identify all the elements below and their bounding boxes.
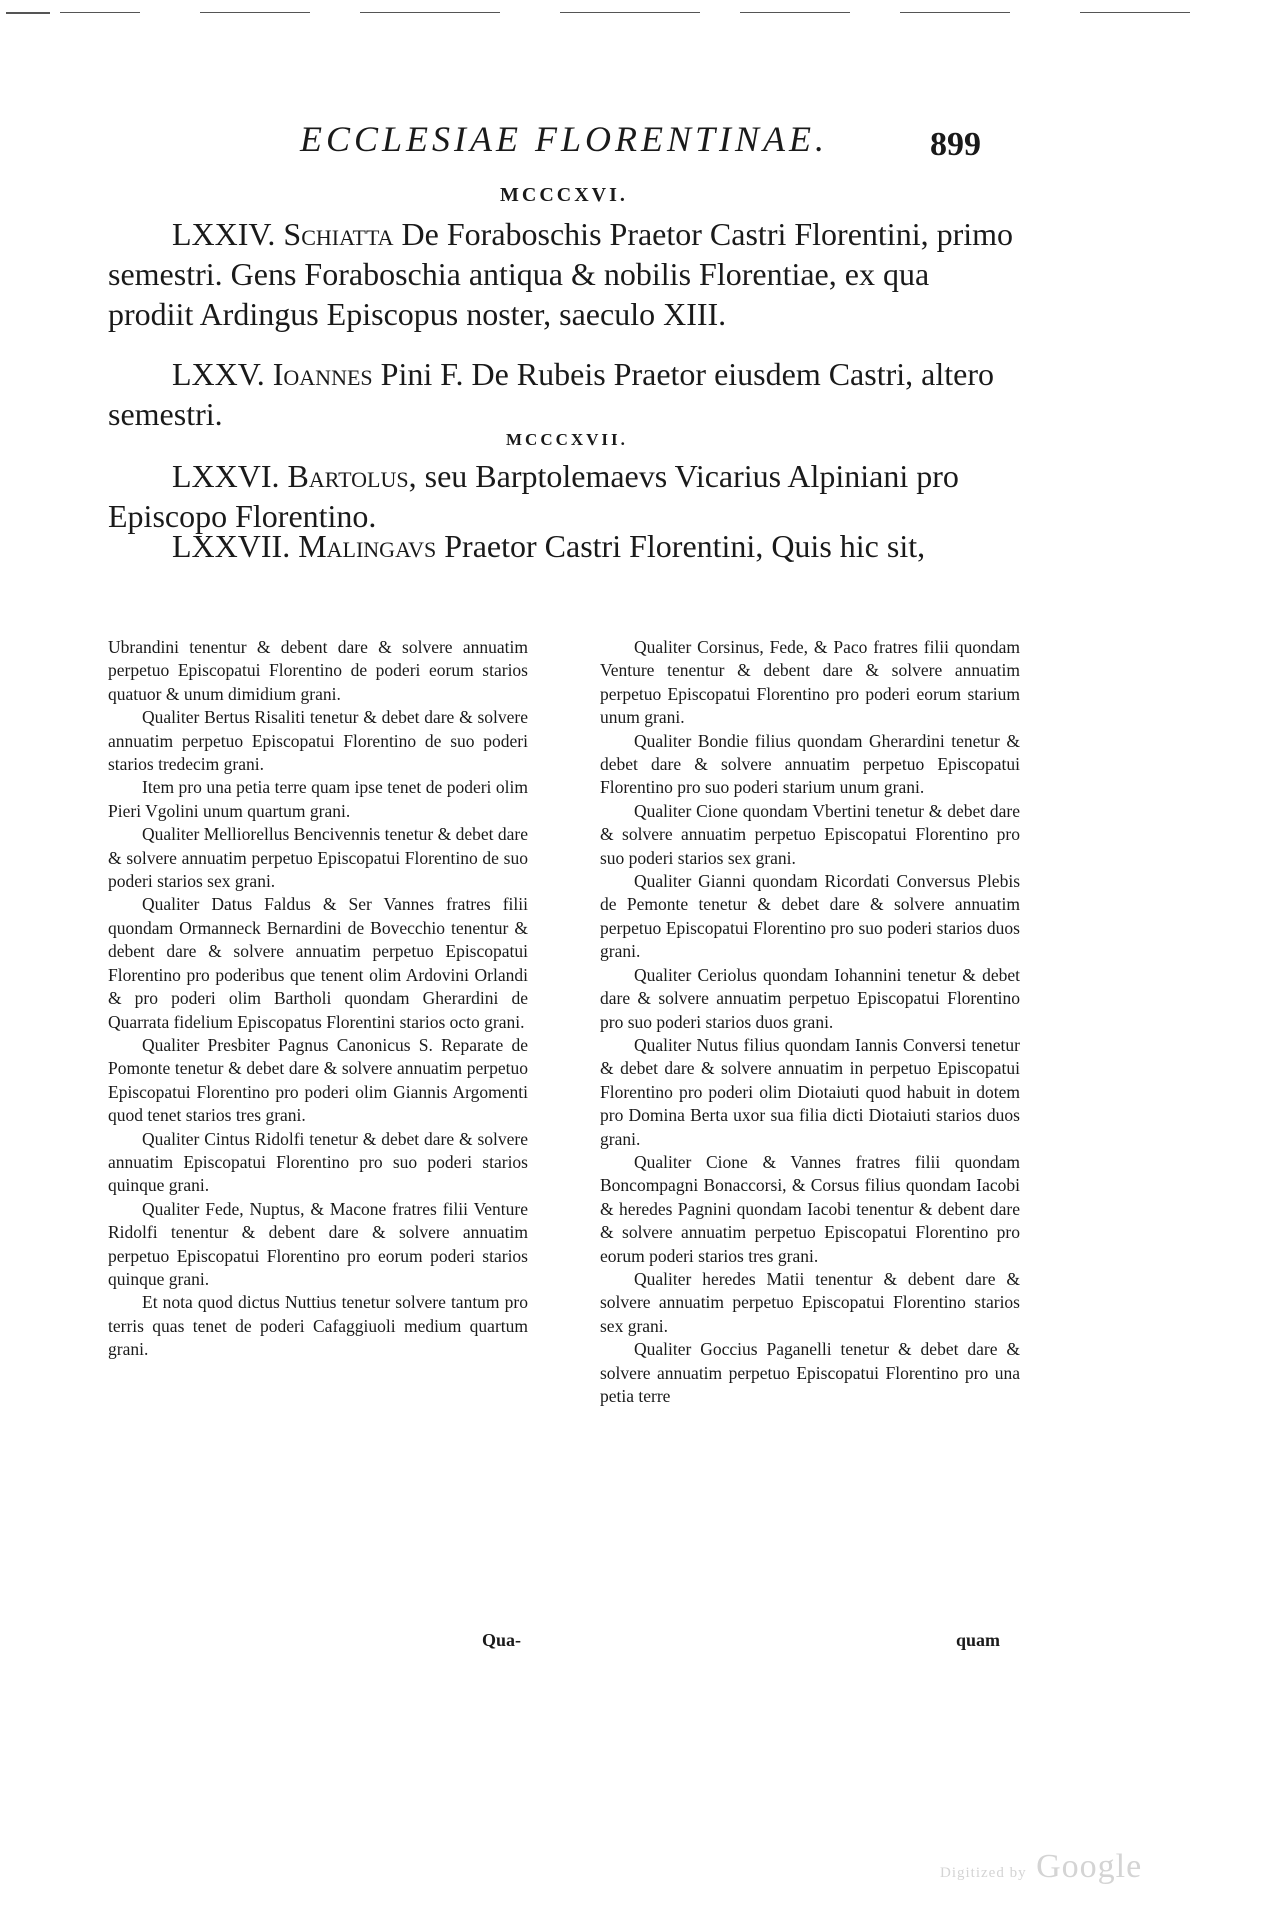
paragraph: Qualiter Datus Faldus & Ser Vannes fratres filii quondam Ormanneck Bernardini de Bovecchio tenentur & debent dare & solvere annuatim perpetuo Episcopatui Florentino pro poderibus que tenent olim Ardovini Orlandi & pro poderi olim Bartholi quondam Gherardini de Quarrata fidelium Episcopatus Florentini starios octo grani. — [108, 894, 528, 1032]
running-header-title: ECCLESIAE FLORENTINAE. — [300, 119, 828, 159]
watermark-brand: Google — [1036, 1848, 1143, 1885]
paragraph: Item pro una petia terre quam ipse tenet de poderi olim Pieri Vgolini unum quartum grani. — [108, 777, 528, 821]
paragraph: Qualiter Ceriolus quondam Iohannini tenetur & debet dare & solvere annuatim perpetuo Episcopatui Florentino pro suo poderi starios duos grani. — [600, 964, 1020, 1032]
left-column — [108, 636, 528, 1362]
top-rule — [60, 12, 140, 13]
paragraph: Qualiter Cintus Ridolfi tenetur & debet dare & solvere annuatim Episcopatui Florentino pro suo poderi starios quinque grani. — [108, 1128, 528, 1196]
paragraph: Qualiter Presbiter Pagnus Canonicus S. Reparate de Pomonte tenetur & debet dare & solvere annuatim perpetuo Episcopatui Florentino pro poderi olim Giannis Argomenti quod tenet starios tres grani. — [108, 1034, 528, 1126]
entry-name: Bartolus, — [287, 458, 417, 494]
top-rule — [360, 12, 500, 13]
entry-number: LXXVI. — [172, 458, 280, 494]
entry-name: Schiatta — [283, 216, 394, 252]
entry-number: LXXIV. — [172, 216, 276, 252]
entry-text: seu Barptolemaevs Vicarius Alpiniani pro Episcopo Florentino. — [108, 458, 959, 534]
year-heading: MCCCXVII. — [506, 430, 628, 449]
paragraph: Qualiter Nutus filius quondam Iannis Conversi tenetur & debet dare & solvere annuatim in perpetuo Episcopatui Florentino pro poderi olim Diotaiuti quod habuit in dotem pro Domina Berta uxor sua filia dicti Diotaiuti starios duos grani. — [600, 1034, 1020, 1149]
page-number: 899 — [930, 126, 981, 163]
paragraph: Qualiter Gianni quondam Ricordati Conversus Plebis de Pemonte tenetur & debet dare & solvere annuatim perpetuo Episcopatui Florentino pro suo poderi starios duos grani. — [600, 871, 1020, 962]
paragraph: Et nota quod dictus Nuttius tenetur solvere tantum pro terris quas tenet de poderi Cafaggiuoli medium quartum grani. — [108, 1292, 528, 1360]
right-column — [600, 636, 1020, 1408]
top-rule — [740, 12, 850, 13]
paragraph: Qualiter Corsinus, Fede, & Paco fratres filii quondam Venture tenentur & debent dare & solvere annuatim perpetuo Episcopatui Florentino pro poderi eorum starium unum grani. — [600, 637, 1020, 728]
year-heading: MCCCXVI. — [500, 184, 628, 206]
digitized-watermark — [940, 1848, 1142, 1886]
entry-number: LXXVII. — [172, 528, 291, 564]
top-rule — [900, 12, 1010, 13]
paragraph: Qualiter heredes Matii tenentur & debent dare & solvere annuatim perpetuo Episcopatui Florentino starios sex grani. — [600, 1268, 1020, 1336]
entry-text: De Foraboschis Praetor Castri Florentini, primo semestri. Gens Foraboschia antiqua & nobilis Florentiae, ex qua prodiit Ardingus Episcopus noster, saeculo XIII. — [108, 216, 1014, 332]
entry-name: Malingavs — [298, 528, 437, 564]
entry-text: Pini F. De Rubeis Praetor eiusdem Castri, altero semestri. — [108, 356, 994, 432]
entry-text: Praetor Castri Florentini, Quis hic sit, — [444, 528, 926, 564]
entry-name: Ioannes — [272, 356, 373, 392]
paragraph: Qualiter Cione & Vannes fratres filii quondam Boncompagni Bonaccorsi, & Corsus filius quondam Iacobi & heredes Pagnini quondam Iacobi tenentur & debent dare & solvere annuatim perpetuo Episcopatui Florentino pro eorum poderi starios tres grani. — [600, 1151, 1020, 1266]
entry-lxxv — [108, 354, 1018, 434]
paragraph: Qualiter Goccius Paganelli tenetur & debet dare & solvere annuatim perpetuo Episcopatui Florentino pro una petia terre — [600, 1339, 1020, 1406]
top-rule — [1080, 12, 1190, 13]
entry-lxxvii — [108, 526, 1018, 566]
catchword-left: Qua- — [482, 1630, 522, 1650]
top-rule — [560, 12, 700, 13]
paragraph: Qualiter Melliorellus Bencivennis tenetur & debet dare & solvere annuatim perpetuo Episcopatui Florentino de suo poderi starios sex grani. — [108, 824, 528, 892]
catchword-right: quam — [956, 1630, 1001, 1650]
top-rule — [200, 12, 310, 13]
paragraph: Qualiter Cione quondam Vbertini tenetur & debet dare & solvere annuatim perpetuo Episcopatui Florentino pro suo poderi starios sex grani. — [600, 800, 1020, 868]
entry-number: LXXV. — [172, 356, 265, 392]
paragraph: Qualiter Fede, Nuptus, & Macone fratres filii Venture Ridolfi tenentur & debent dare & solvere annuatim perpetuo Episcopatui Florentino pro eorum poderi starios quinque grani. — [108, 1198, 528, 1289]
entry-lxxiv — [108, 214, 1018, 334]
watermark-prefix: Digitized by — [940, 1865, 1027, 1881]
paragraph: Qualiter Bertus Risaliti tenetur & debet dare & solvere annuatim perpetuo Episcopatui Florentino de suo poderi starios tredecim grani. — [108, 707, 528, 775]
top-rule — [6, 12, 50, 14]
paragraph: Ubrandini tenentur & debent dare & solvere annuatim perpetuo Episcopatui Florentino de poderi eorum starios quatuor & unum dimidium grani. — [108, 637, 528, 704]
paragraph: Qualiter Bondie filius quondam Gherardini tenetur & debet dare & solvere annuatim perpetuo Episcopatui Florentino pro suo poderi starium unum grani. — [600, 730, 1020, 798]
entry-lxxvi — [108, 456, 1018, 536]
